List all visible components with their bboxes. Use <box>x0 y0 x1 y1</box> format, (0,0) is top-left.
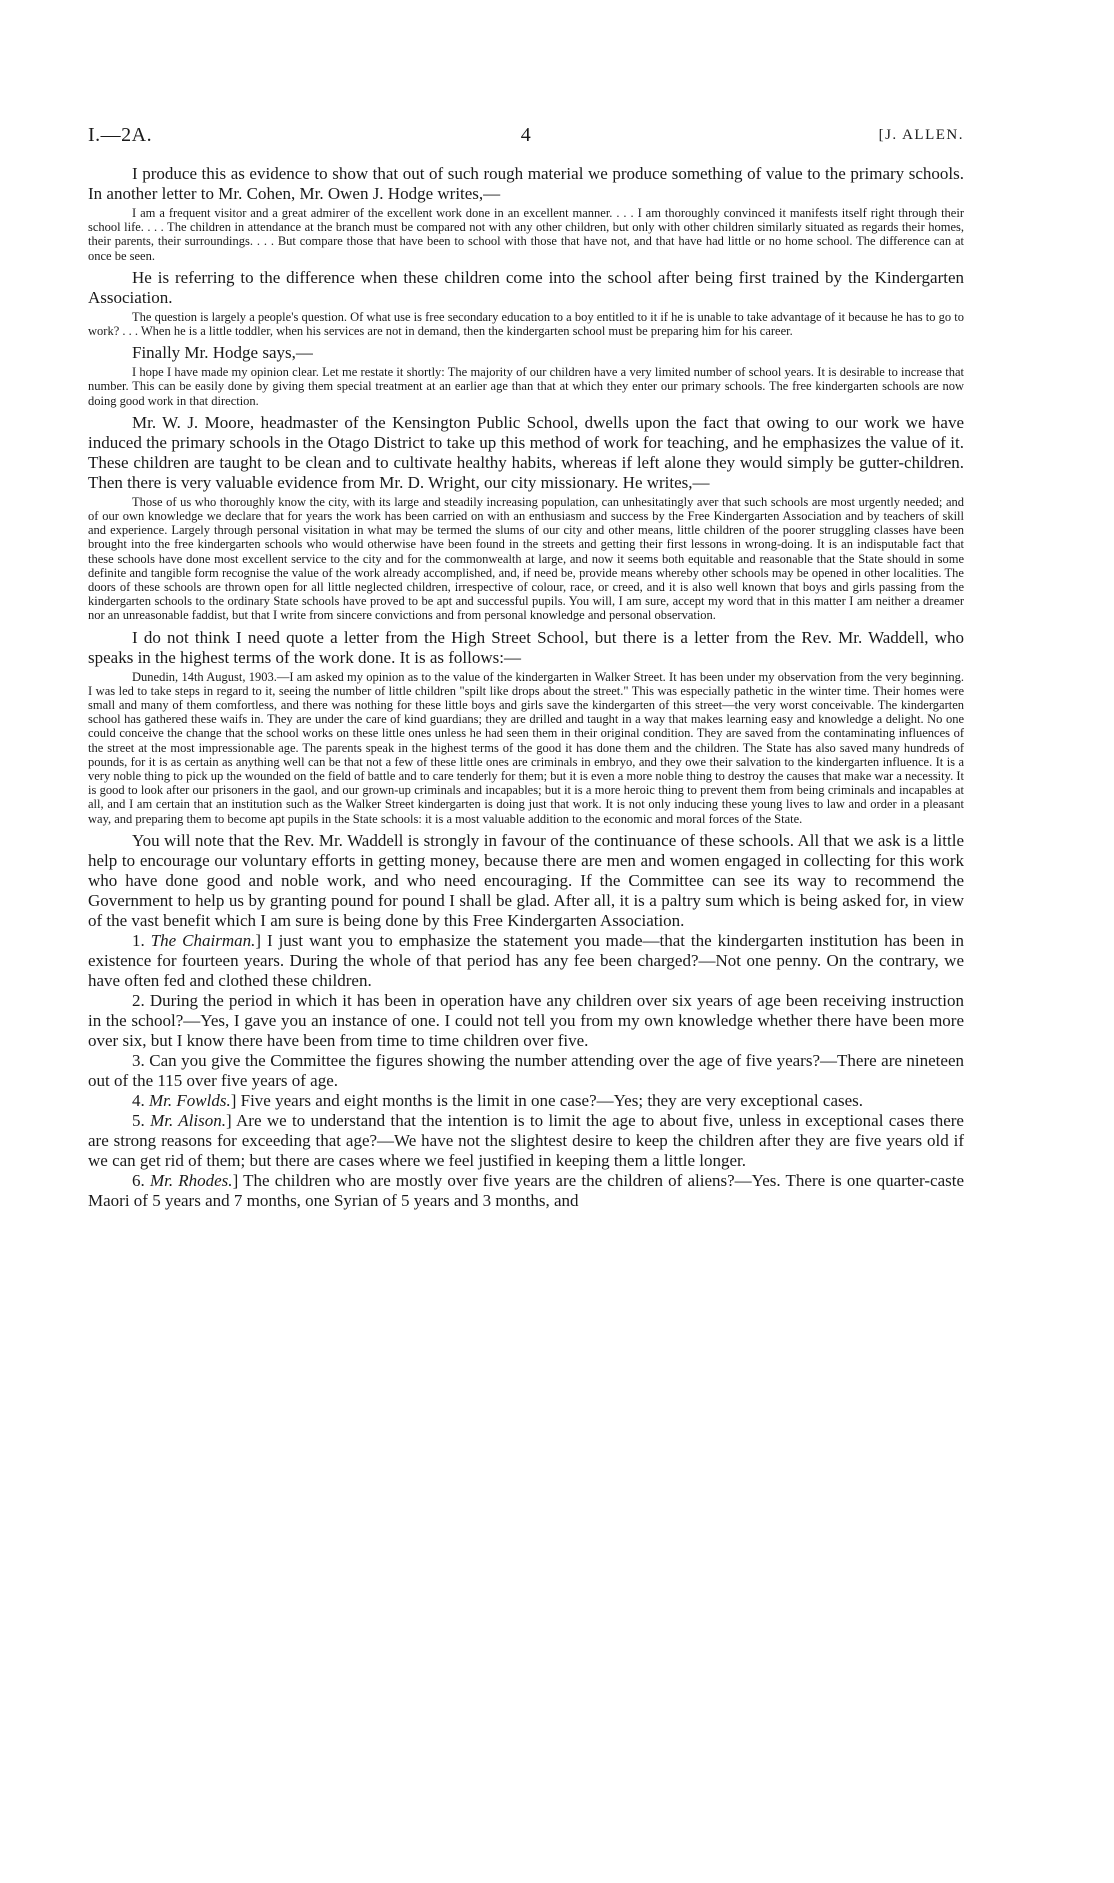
question-answer <box>88 991 964 1051</box>
paragraph: Mr. W. J. Moore, headmaster of the Kensington Public School, dwells upon the fact that owing to our work we have induced the primary schools in the Otago District to take up this method of work for teaching, and he emphasizes the value of it. These children are taught to be clean and to cultivate healthy habits, whereas if left alone they would simply be gutter-children. Then there is very valuable evidence from Mr. D. Wright, our city missionary. He writes,— <box>88 412 964 492</box>
question-number: 2. <box>132 990 145 1010</box>
quoted-letter: The question is largely a people's question. Of what use is free secondary education to a boy entitled to it if he is unable to take advantage of it because he has to go to work? . . . When he is a little toddler, when his services are not in demand, then the kindergarten school must be preparing him for his career. <box>88 309 964 339</box>
question-number: 6. <box>132 1170 145 1190</box>
quoted-letter: Those of us who thoroughly know the city, with its large and steadily increasing population, can unhesitatingly aver that such schools are most urgently needed; and of our own knowledge we declare that for years the work has been carried on with an enthusiasm and success by the Free Kindergarten Association and by teachers of skill and experience. Largely through personal visitation in what may be termed the slums of our city and other means, little children of the poorer struggling classes have been brought into the free kindergarten schools who would otherwise have been found in the streets and getting their first lessons in wrong-doing. It is an indisputable fact that these schools have done most excellent service to the city and for the commonwealth at large, and now it seems both equitable and reasonable that the State should in some definite and tangible form recognise the value of the work already accomplished, and, if need be, provide means whereby other schools may be opened in other localities. The doors of these schools are thrown open for all little neglected children, irrespective of colour, race, or creed, and it is also well known that boys and girls passing from the kindergarten schools to the ordinary State schools have proved to be apt and successful pupils. You will, I am sure, accept my word that in this matter I am neither a dreamer nor an unreasonable faddist, but that I write from sincere convictions and from personal knowledge and personal observation. <box>88 494 964 623</box>
question-answer <box>88 1091 964 1111</box>
question-number: 4. <box>132 1090 145 1110</box>
question-answer <box>88 1111 964 1171</box>
question-answer <box>88 931 964 991</box>
questioner: The Chairman. <box>150 930 256 950</box>
document-reference: I.—2A. <box>88 124 153 146</box>
questioner: Mr. Fowlds. <box>149 1090 231 1110</box>
question-text: During the period in which it has been in operation have any children over six years of age been receiving instruction in the school?—Yes, I gave you an instance of one. I could not tell you from my own knowledge whether there have been more over six, but I know there have been from time to time children over five. <box>88 990 965 1050</box>
paragraph: Finally Mr. Hodge says,— <box>132 343 313 363</box>
quoted-letter: Dunedin, 14th August, 1903.—I am asked my opinion as to the value of the kindergarten in Walker Street. It has been under my observation from the very beginning. I was led to take steps in regard to it, seeing the number of little children "spilt like drops about the street." This was especially pathetic in the winter time. Their homes were small and many of them comfortless, and there was nothing for these little boys and girls save the kindergarten of this street—the very worst conceivable. The kindergarten school has gathered these waifs in. They are under the care of kind guardians; they are drilled and taught in a way that makes learning easy and knowledge a delight. No one could conceive the change that the school works on these little ones unless he had seen them in their original condition. They are saved from the contaminating influences of the street at the most impressionable age. The parents speak in the highest terms of the good it has done them and the children. The State has also saved many hundreds of pounds, for it is as certain as anything well can be that not a few of these little ones are criminals in embryo, and they owe their salvation to the kindergarten influence. It is a very noble thing to pick up the wounded on the field of battle and to care tenderly for them; but it is even a more noble thing to destroy the causes that make war a necessity. It is good to look after our prisoners in the gaol, and our grown-up criminals and incapables; but it is a more heroic thing to prevent them from being criminals and incapables at all, and I am certain that an institution such as the Walker Street kindergarten is doing just that work. It is not only inducing these young lives to law and order in a pleasant way, and preparing them to become apt pupils in the State schools: it is a most valuable addition to the economic and moral forces of the State. <box>88 669 964 826</box>
paragraph: I do not think I need quote a letter from the High Street School, but there is a letter from the Rev. Mr. Waddell, who speaks in the highest terms of the work done. It is as follows:— <box>88 627 964 667</box>
page-number: 4 <box>520 124 532 146</box>
document-page <box>88 124 964 1211</box>
question-text: ] The children who are mostly over five years are the children of aliens?—Yes. There is one quarter-caste Maori of 5 years and 7 months, one Syrian of 5 years and 3 months, and <box>88 1170 965 1210</box>
quoted-letter: I hope I have made my opinion clear. Let me restate it shortly: The majority of our children have a very limited number of school years. It is desirable to increase that number. This can be easily done by giving them special treatment at an earlier age than that at which they enter our primary schools. The free kindergarten schools are now doing good work in that direction. <box>88 365 964 408</box>
question-answer <box>88 1051 964 1091</box>
question-text: ] I just want you to emphasize the statement you made—that the kindergarten institution has been in existence for fourteen years. During the whole of that period has any fee been charged?—Not one penny. On the contrary, we have often fed and clothed these children. <box>88 930 964 990</box>
paragraph: He is referring to the difference when these children come into the school after being first trained by the Kindergarten Association. <box>88 267 964 307</box>
questioner: Mr. Alison. <box>150 1110 226 1130</box>
question-answer <box>88 1171 964 1211</box>
question-text: ] Five years and eight months is the limit in one case?—Yes; they are very exceptional cases. <box>230 1090 864 1110</box>
paragraph: I produce this as evidence to show that out of such rough material we produce something of value to the primary schools. In another letter to Mr. Cohen, Mr. Owen J. Hodge writes,— <box>88 164 964 203</box>
page-header <box>88 124 964 158</box>
question-text: ] Are we to understand that the intention is to limit the age to about five, unless in exceptional cases there are strong reasons for exceeding that age?—We have not the slightest desire to keep the children after they are five years old if we can get rid of them; but there are cases where we feel justified in keeping them a little longer. <box>88 1110 964 1170</box>
question-number: 3. <box>132 1050 145 1070</box>
question-number: 1. <box>132 930 145 950</box>
questioner: Mr. Rhodes. <box>149 1170 233 1190</box>
quoted-letter: I am a frequent visitor and a great admirer of the excellent work done in an excellent manner. . . . I am thoroughly convinced it manifests itself right through their school life. . . . The children in attendance at the branch must be compared not with any other children, but only with other children similarly situated as regards their homes, their parents, their surroundings. . . . But compare those that have been to school with those that have not, and that have had little or no home school. The difference can at once be seen. <box>88 206 964 263</box>
body-text <box>88 164 964 1211</box>
witness-name: [J. ALLEN. <box>878 127 964 143</box>
paragraph: You will note that the Rev. Mr. Waddell is strongly in favour of the continuance of these schools. All that we ask is a little help to encourage our voluntary efforts in getting money, because there are men and women engaged in collecting for this work who have done good and noble work, and who need encouraging. If the Committee can see its way to recommend the Government to help us by granting pound for pound I shall be glad. After all, it is a paltry sum which is being asked for, in view of the vast benefit which I am sure is being done by this Free Kindergarten Association. <box>88 830 964 930</box>
question-text: Can you give the Committee the figures showing the number attending over the age of five years?—There are nineteen out of the 115 over five years of age. <box>88 1050 964 1090</box>
question-number: 5. <box>132 1110 145 1130</box>
